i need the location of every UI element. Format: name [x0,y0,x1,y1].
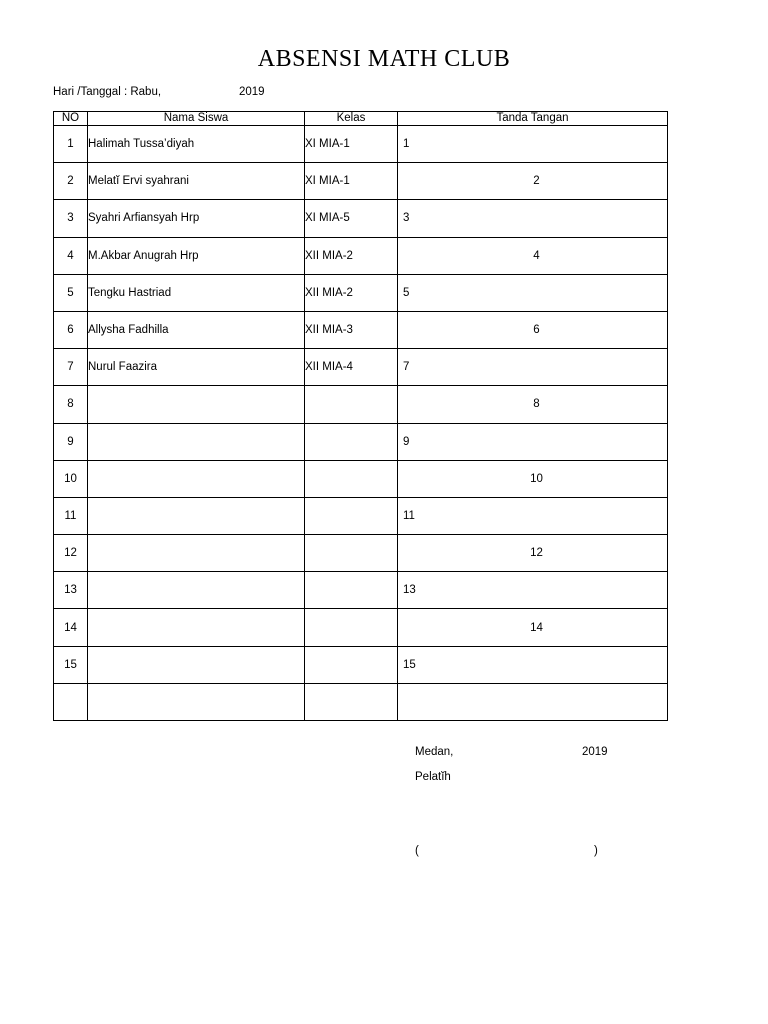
student-name [88,683,305,720]
signature-cell [398,386,668,423]
table-row [54,311,668,348]
student-name [88,535,305,572]
signature-open-paren: ( [415,845,419,857]
signature-number: 14 [530,621,543,634]
student-class [305,683,398,720]
table-row [54,237,668,274]
row-number: 8 [54,386,88,423]
signature-number: 11 [403,509,415,522]
student-class [305,572,398,609]
signature-number: 3 [403,212,410,225]
row-number: 7 [54,349,88,386]
header-signature: Tanda Tangan [398,112,668,126]
table-row [54,460,668,497]
student-name: Tengku Hastriad [88,274,305,311]
table-header-row [54,112,668,126]
signature-cell [398,126,668,163]
student-name [88,386,305,423]
page-title: ABSENSI MATH CLUB [257,46,511,72]
signature-cell [398,609,668,646]
footer-year: 2019 [582,746,608,758]
row-number: 11 [54,497,88,534]
student-class [305,609,398,646]
header-name: Nama Siswa [88,112,305,126]
signature-number [398,696,403,708]
footer-role: Pelatĭh [415,771,451,783]
signature-number: 6 [533,324,540,337]
header-kelas: Kelas [305,112,398,126]
row-number: 6 [54,311,88,348]
signature-cell [398,535,668,572]
row-number: 9 [54,423,88,460]
date-year: 2019 [239,86,265,98]
row-number: 4 [54,237,88,274]
table-row [54,646,668,683]
student-name [88,423,305,460]
signature-number: 2 [533,175,540,188]
student-class: XII MIA-2 [305,274,398,311]
student-class [305,386,398,423]
row-number: 1 [54,126,88,163]
student-name [88,497,305,534]
footer-city: Medan, [415,746,454,758]
signature-number: 15 [403,658,416,671]
signature-number: 4 [533,249,540,262]
table-row [54,609,668,646]
student-class [305,460,398,497]
row-number: 5 [54,274,88,311]
signature-number: 13 [403,584,416,597]
student-name [88,646,305,683]
student-name: Halimah Tussa’diyah [88,126,305,163]
signature-cell [398,497,668,534]
date-line [53,86,265,98]
signature-number: 9 [403,435,410,448]
table-row [54,200,668,237]
student-name: Syahri Arfiansyah Hrp [88,200,305,237]
signature-number: 7 [403,361,410,374]
table-row [54,274,668,311]
student-class: XII MIA-4 [305,349,398,386]
table-row [54,349,668,386]
signature-number: 5 [403,286,410,299]
signature-cell [398,311,668,348]
signature-number: 8 [533,398,540,411]
student-name: M.Akbar Anugrah Hrp [88,237,305,274]
header-no: NO [54,112,88,126]
student-name [88,460,305,497]
row-number: 15 [54,646,88,683]
student-class: XII MIA-3 [305,311,398,348]
row-number: 14 [54,609,88,646]
table-row [54,683,668,720]
student-name: Melatĭ Ervi syahrani [88,163,305,200]
table-row [54,497,668,534]
row-number [54,683,88,720]
row-number: 3 [54,200,88,237]
signature-cell [398,683,668,720]
row-number: 2 [54,163,88,200]
student-class: XI MIA-1 [305,163,398,200]
table-row [54,163,668,200]
table-row [54,423,668,460]
row-number: 12 [54,535,88,572]
table-body [54,126,668,721]
signature-number: 1 [403,138,410,151]
signature-number: 10 [530,472,543,485]
signature-cell [398,237,668,274]
signature-cell [398,460,668,497]
student-class [305,497,398,534]
student-class [305,423,398,460]
row-number: 10 [54,460,88,497]
student-class [305,646,398,683]
table-row [54,126,668,163]
signature-number: 12 [530,547,543,560]
signature-cell [398,572,668,609]
signature-cell [398,646,668,683]
row-number: 13 [54,572,88,609]
attendance-table [53,111,668,721]
student-class: XI MIA-5 [305,200,398,237]
signature-cell [398,200,668,237]
student-class: XII MIA-2 [305,237,398,274]
student-name: Allysha Fadhilla [88,311,305,348]
date-label: Hari /Tanggal : Rabu, [53,86,162,98]
signature-cell [398,274,668,311]
student-name: Nurul Faazira [88,349,305,386]
student-name [88,609,305,646]
table-row [54,572,668,609]
student-class [305,535,398,572]
signature-cell [398,349,668,386]
signature-cell [398,163,668,200]
student-class: XI MIA-1 [305,126,398,163]
table-row [54,386,668,423]
table-row [54,535,668,572]
signature-cell [398,423,668,460]
signature-close-paren: ) [594,845,598,857]
student-name [88,572,305,609]
